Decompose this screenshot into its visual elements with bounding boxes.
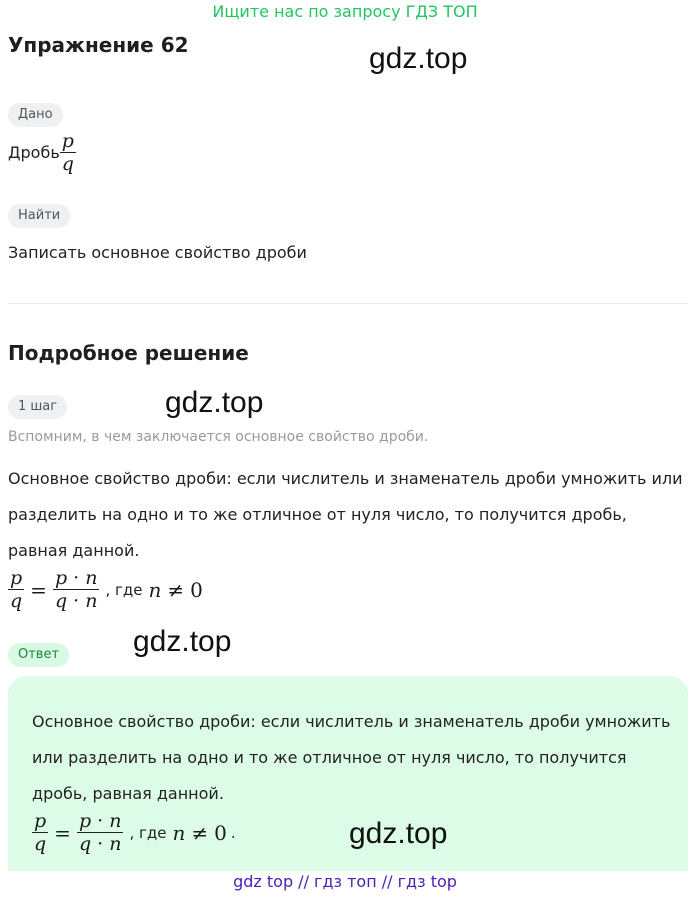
answer-lhs-den: q — [34, 833, 47, 855]
answer-where: , где — [129, 823, 167, 842]
divider — [8, 303, 688, 304]
watermark: gdz.top — [349, 817, 448, 850]
answer-formula-rhs — [77, 810, 124, 855]
step-chip: 1 шаг — [8, 395, 67, 419]
answer-eq: = — [54, 820, 71, 845]
answer-cond-op: ≠ — [191, 820, 209, 845]
formula-lhs-den: q — [10, 590, 23, 612]
answer-cond-val: 0 — [214, 820, 227, 845]
answer-formula-lhs — [32, 810, 48, 855]
watermark: gdz.top — [369, 42, 468, 75]
formula-lhs — [8, 567, 24, 612]
watermark: gdz.top — [133, 625, 232, 658]
formula-rhs — [53, 567, 100, 612]
formula-where: , где — [105, 580, 143, 599]
solution-title: Подробное решение — [8, 341, 249, 365]
page-title: Упражнение 62 — [8, 33, 189, 57]
answer-chip: Ответ — [8, 643, 69, 667]
formula-cond-var: n — [148, 577, 162, 602]
solution-paragraph: Основное свойство дроби: если числитель и знаменатель дроби умножить или разделить на одно и то же отличное от нуля число, то получится дробь, равная данной. — [8, 469, 683, 560]
find-text: Записать основное свойство дроби — [8, 243, 307, 262]
answer-cond-var: n — [172, 820, 186, 845]
top-banner[interactable]: Ищите нас по запросу ГДЗ ТОП — [212, 2, 478, 21]
given-fraction — [60, 130, 76, 175]
answer-paragraph: Основное свойство дроби: если числитель и знаменатель дроби умножить или разделить на одно и то же отличное от нуля число, то получится дробь, равная данной. — [32, 712, 671, 803]
bottom-links[interactable]: gdz top // гдз топ // гдз top — [233, 872, 457, 891]
formula-lhs-num: p — [10, 567, 23, 589]
answer-lhs-num: p — [34, 810, 47, 832]
given-fraction-num: p — [61, 130, 74, 152]
answer-rhs-den: q · n — [78, 833, 122, 855]
answer-formula — [32, 810, 236, 855]
answer-end: . — [230, 823, 236, 842]
answer-rhs-num: p · n — [78, 810, 122, 832]
formula-rhs-den: q · n — [54, 590, 98, 612]
formula-eq: = — [30, 577, 47, 602]
find-chip: Найти — [8, 204, 70, 228]
given-fraction-den: q — [61, 153, 74, 175]
given-text: Дробь — [8, 142, 60, 162]
watermark: gdz.top — [165, 386, 264, 419]
answer-box — [8, 676, 688, 871]
given-chip: Дано — [8, 103, 63, 127]
solution-formula — [8, 567, 203, 612]
formula-cond-val: 0 — [190, 577, 203, 602]
formula-cond-op: ≠ — [167, 577, 185, 602]
formula-rhs-num: p · n — [54, 567, 98, 589]
step-hint: Вспомним, в чем заключается основное свойство дроби. — [8, 429, 429, 445]
given-row — [8, 130, 76, 175]
